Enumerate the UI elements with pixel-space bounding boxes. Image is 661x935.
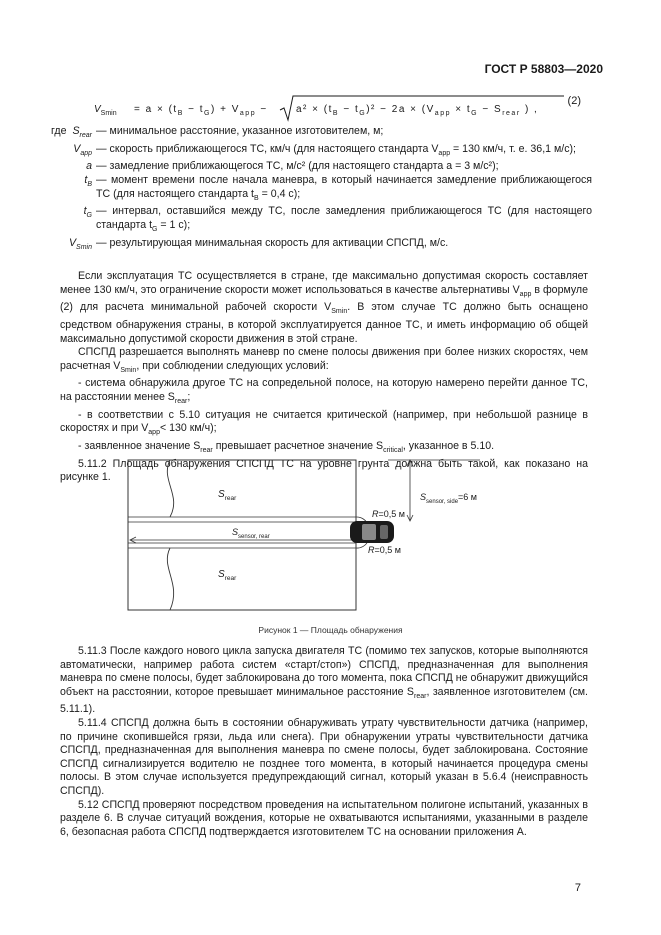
definition-t-g: $t_G$ — интервал, оставшийся между ТС, после замедления приближающегося ТС (для настоящего стандарта $t_G = 1$ с); (83, 205, 592, 233)
list-item-2: - в соответствии с 5.10 ситуация не считается критической (например, при небольшой разнице в скоростях и при $V_{app}< 130$ км/ч); (60, 408, 588, 437)
label-s-rear-top: S (218, 489, 225, 500)
svg-text:Ssensor, rear: $S_{sensor, rear}$ (232, 527, 270, 540)
svg-text:Srear: $S_{rear}$ (218, 569, 237, 582)
svg-text:VSmin (94, 104, 117, 117)
svg-text:R=0,5 м: R=0,5 м (368, 545, 401, 555)
page-number: 7 (574, 882, 581, 894)
definition-v-app: $V_{app}$ — скорость приближающегося ТС, км/ч (для настоящего стандарта $V_{app} = 130$ км/ч, т. е. 36,1 м/с); (73, 142, 576, 157)
svg-text:Ssensor, side=6 м: $S_{sensor, side}=6$ м (420, 492, 477, 505)
svg-text:R=0,5 м: R=0,5 м (372, 509, 405, 519)
definition-a: a — замедление приближающегося ТС, м/с² (для настоящего стандарта a = 3 м/с²); (86, 160, 499, 173)
body-text-lower (60, 645, 588, 839)
definition-s-rear: где $S_{rear}$ — минимальное расстояние, указанное изготовителем, м; (51, 125, 384, 140)
document-header: ГОСТ Р 58803—2020 (484, 62, 603, 76)
paragraph-5-11-3: 5.11.3 После каждого нового цикла запуска двигателя ТС (помимо тех запусков, которые выполняются автоматически, например работа систем «старт/стоп») СПСПД, предназначенная для выполнения маневра по смене полосы, будет заблокирована до того момента, пока СПСПД не обнаружит движущийся объект на расстоянии, которое превышает минимальное расстояние $S_{rear}$, заявленное изготовителем (см. 5.11.1). (60, 645, 589, 716)
label-s-sensor-side: S (420, 492, 427, 502)
svg-text:Srear: $S_{rear}$ (218, 489, 237, 502)
figure-detection-area (120, 455, 540, 615)
svg-text:a² × (tB − tG)² − 2a × (Vapp ×: $a^2 \times (t_B - t_G)^2 - 2a \times (V_{app} \times t_G - S_{rear}$ ) , (296, 104, 539, 117)
car-icon (350, 521, 394, 543)
body-text-upper (60, 270, 588, 485)
paragraph-lower-speeds: СПСПД разрешается выполнять маневр по смене полосы движения при более низких скоростях, чем расчетная $V_{Smin}$, при соблюдении следующих условий: (60, 346, 588, 374)
paragraph-country-speed: Если эксплуатация ТС осуществляется в стране, где максимально допустимая скорость составляет менее 130 км/ч, это ограничение скорости может использоваться в качестве альтернативы $V_{app}$ в формуле (2) для расчета минимальной рабочей скорости $V_{Smin}$. В этом случае ТС должно быть оснащено средством обнаружения страны, в которой эксплуатируется данное ТС, и иметь информацию об общей максимально допустимой скорости движения в этой стране. (60, 270, 588, 345)
definition-t-b: $t_B$ — момент времени после начала маневра, в который начинается замедление приближающегося ТС (для настоящего стандарта $t_B = 0,4$ с); (84, 174, 592, 202)
formula-2 (94, 94, 564, 124)
svg-text:= a × (tB − tG) + Vapp −: = $a \times (t_B - t_G) + V_{app}$ − (134, 104, 268, 117)
formula-svg (94, 94, 564, 124)
label-radius-top: R (372, 509, 379, 519)
formula-radicand: a² × (t (296, 104, 333, 115)
definitions-list (44, 125, 592, 254)
formula-number: (2) (567, 95, 581, 107)
list-item-3: - заявленное значение $S_{rear}$ превышает расчетное значение $S_{critical}$, указанное в 5.10. (78, 440, 495, 455)
label-radius-bottom: R (368, 545, 375, 555)
definition-v-smin: $V_{Smin}$ — результирующая минимальная скорость для активации СПСПД, м/с. (68, 236, 449, 251)
formula-part-a: = a × (t (134, 104, 178, 115)
formula-lhs: V (94, 104, 101, 115)
figure-caption: Рисунок 1 — Площадь обнаружения (258, 625, 403, 635)
formula-lhs-sub: Smin (100, 110, 117, 117)
label-s-rear-bottom: S (218, 569, 225, 580)
paragraph-5-11-4: 5.11.4 СПСПД должна быть в состоянии обнаруживать утрату чувствительности датчика (например, по причине скопившейся грязи, льда или снега). При обнаружении утраты чувствительности датчика СПСПД, предназначенная для выполнения маневра по смене полосы, будет заблокирована. Состояние СПСПД сигнализируется водителю не позднее того момента, в который начинается процедура смены полосы. В этом случае используется предупреждающий сигнал, который указан в 5.6.4 (неисправность СПСПД). (60, 717, 588, 798)
paragraph-5-11-2: 5.11.2 Площадь обнаружения СПСПД ТС на уровне грунта должна быть такой, как показано на рисунке 1. (60, 457, 588, 484)
label-s-sensor-rear: S (232, 527, 239, 537)
paragraph-5-12: 5.12 СПСПД проверяют посредством проведения на испытательном полигоне испытаний, указанных в разделе 6. В случае ситуаций вождения, которые не охватываются испытаниями, указанными в разделе 6, безопасная работа СПСПД подтверждается изготовителем ТС на основании приложения А. (60, 798, 588, 838)
list-item-1: - система обнаружила другое ТС на сопредельной полосе, на которую намерено перейти данное ТС, на расстоянии менее $S_{rear}$; (60, 377, 588, 406)
